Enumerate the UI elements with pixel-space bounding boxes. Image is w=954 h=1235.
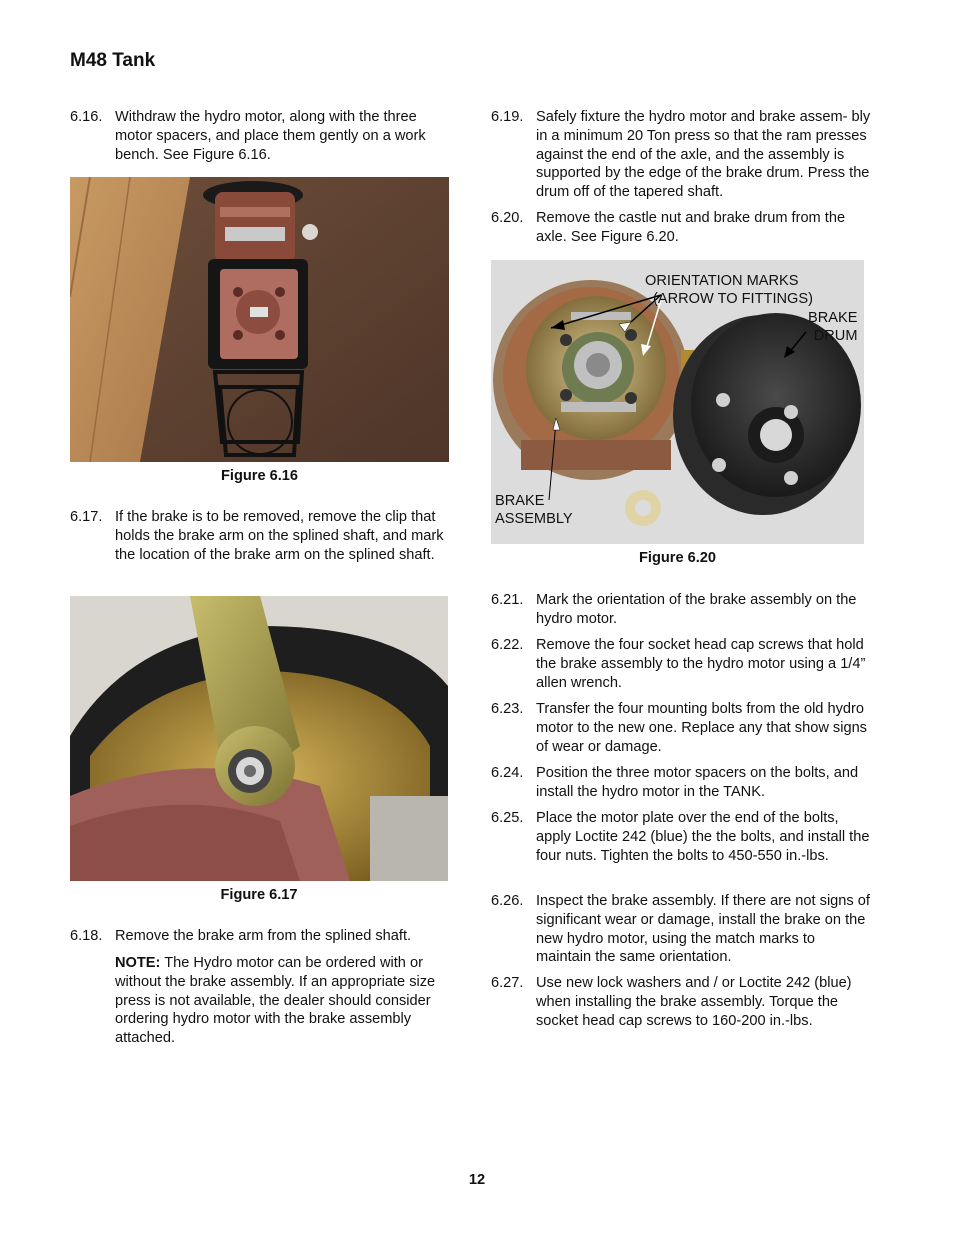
step-6-26	[491, 892, 871, 967]
step-number: 6.19.	[491, 109, 524, 125]
step-6-24	[491, 764, 871, 802]
step-text: Remove the castle nut and brake drum from the axle. See Figure 6.20.	[536, 210, 846, 245]
page-title: M48 Tank	[70, 50, 156, 71]
callout-brake-drum	[808, 310, 857, 345]
callout-line: ASSEMBLY	[495, 510, 573, 527]
step-text: Transfer the four mounting bolts from the old hydro motor to the new one. Replace any that show signs of wear or damage.	[536, 701, 867, 755]
callout-line: (ARROW TO FITTINGS)	[653, 290, 813, 307]
step-6-22	[491, 636, 871, 692]
step-text: Mark the orientation of the brake assembly on the hydro motor.	[536, 592, 857, 627]
note-label: NOTE:	[115, 955, 161, 971]
figure-6-17-caption: Figure 6.17	[220, 887, 298, 903]
step-number: 6.25.	[491, 810, 524, 826]
step-6-17	[70, 508, 455, 564]
step-6-16	[70, 108, 455, 164]
step-number: 6.27.	[491, 975, 524, 991]
step-number: 6.18.	[70, 928, 103, 944]
callout-line: DRUM	[813, 327, 858, 344]
step-number: 6.21.	[491, 592, 524, 608]
step-6-25	[491, 809, 871, 865]
step-number: 6.17.	[70, 509, 103, 525]
step-6-21	[491, 591, 871, 629]
step-text: Remove the four socket head cap screws that hold the brake assembly to the hydro motor using a 1/4” allen wrench.	[536, 637, 866, 691]
callout-brake-assembly	[495, 493, 573, 528]
step-text: Position the three motor spacers on the bolts, and install the hydro motor in the TANK.	[536, 765, 859, 800]
callout-line: BRAKE	[808, 310, 858, 326]
step-number: 6.26.	[491, 893, 524, 909]
step-text: If the brake is to be removed, remove the clip that holds the brake arm on the splined shaft, and mark the location of the brake arm on the splined shaft.	[115, 509, 444, 563]
figure-6-17-photo	[70, 596, 448, 881]
step-number: 6.16.	[70, 109, 103, 125]
step-text: Safely fixture the hydro motor and brake assem- bly in a minimum 20 Ton press so that the ram presses against the end of the axle, and the assembly is supported by the edge of the brake drum. Press the drum off of the tapered shaft.	[536, 109, 871, 201]
step-text: Withdraw the hydro motor, along with the three motor spacers, and place them gently on a work bench. See Figure 6.16.	[115, 109, 426, 163]
note-hydro-motor	[115, 954, 450, 1048]
step-text: Place the motor plate over the end of the bolts, apply Loctite 242 (blue) the the bolts, and install the four nuts. Tighten the bolts to 450-550 in.-lbs.	[536, 810, 870, 864]
step-6-20	[491, 209, 871, 247]
step-6-23	[491, 700, 871, 756]
step-number: 6.20.	[491, 210, 524, 226]
note-text: The Hydro motor can be ordered with or without the brake assembly. If an appropriate size press is not available, the dealer should consider ordering hydro motor with the brake assembly attached.	[115, 955, 436, 1047]
callout-line: ORIENTATION MARKS	[645, 273, 799, 289]
step-number: 6.22.	[491, 637, 524, 653]
callout-orientation-marks	[645, 273, 813, 308]
step-6-18	[70, 927, 455, 946]
step-6-27	[491, 974, 871, 1030]
figure-6-16-photo	[70, 177, 449, 462]
figure-6-20-photo	[491, 260, 864, 544]
callout-line: BRAKE	[495, 493, 545, 509]
figure-6-20-caption: Figure 6.20	[638, 550, 717, 566]
page-number: 12	[468, 1172, 486, 1188]
step-text: Remove the brake arm from the splined shaft.	[115, 928, 412, 944]
step-6-19	[491, 108, 871, 202]
figure-6-16-caption: Figure 6.16	[220, 468, 299, 484]
step-text: Inspect the brake assembly. If there are not signs of significant wear or damage, install the brake on the new hydro motor, using the match marks to maintain the same orientation.	[536, 893, 870, 966]
step-number: 6.23.	[491, 701, 524, 717]
step-number: 6.24.	[491, 765, 524, 781]
step-text: Use new lock washers and / or Loctite 242 (blue) when installing the brake assembly. Torque the socket head cap screws to 160-200 in.-lbs.	[536, 975, 852, 1029]
